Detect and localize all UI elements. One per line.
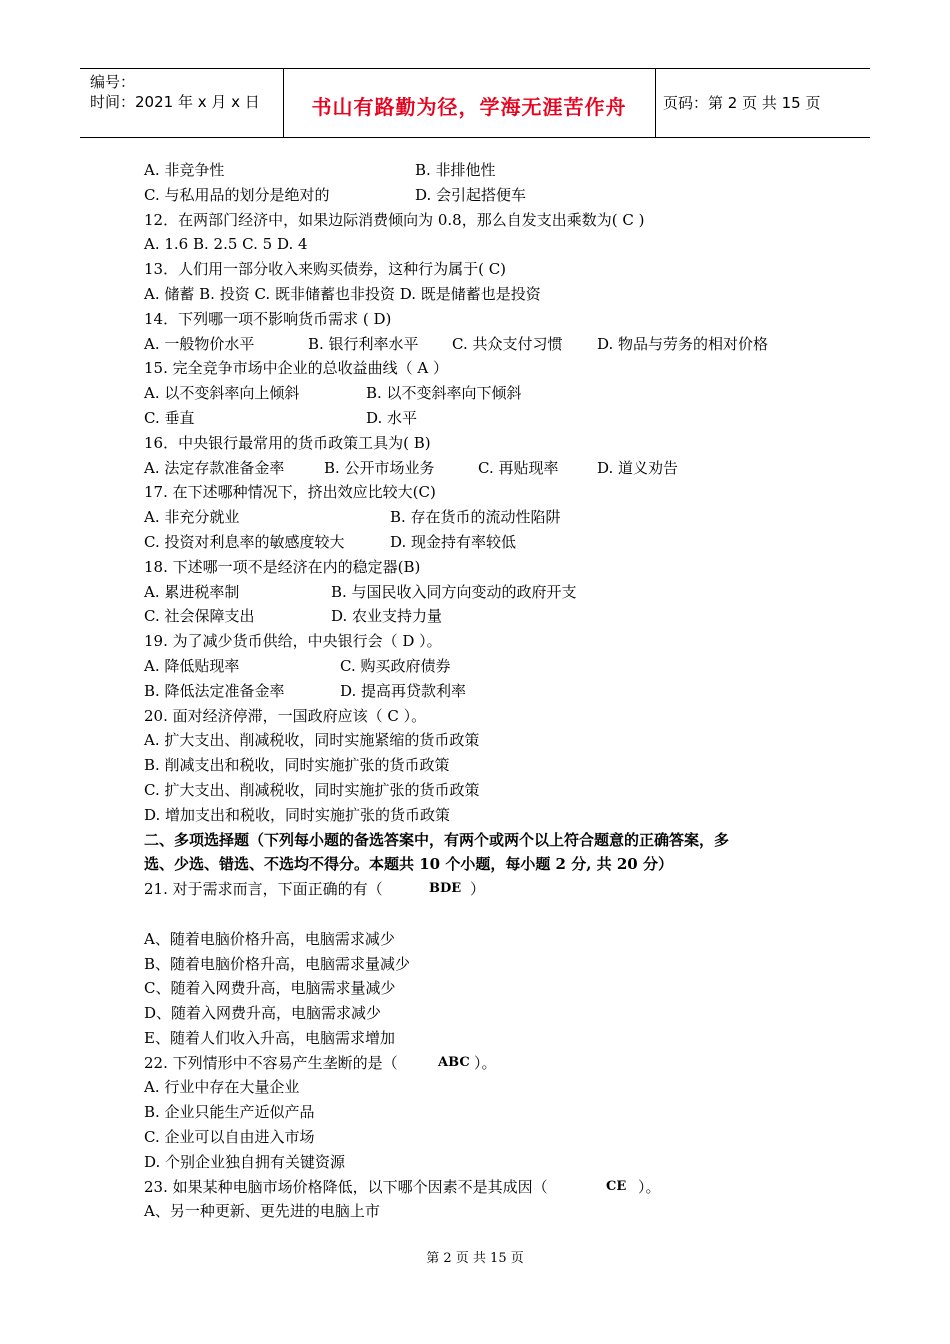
answer-text: BDE xyxy=(429,881,462,897)
option-b: B. 降低法定准备金率 xyxy=(144,681,285,700)
text-line xyxy=(144,505,834,530)
question-21 xyxy=(144,877,834,902)
option-c: C. 垂直 xyxy=(144,408,195,427)
option-c: C. 共众支付习惯 xyxy=(452,334,563,353)
option-d: D. 增加支出和税收，同时实施扩张的货币政策 xyxy=(144,805,451,824)
options-14 xyxy=(144,332,834,357)
header-number: 编号： xyxy=(90,73,136,91)
question-14: 14．下列哪一项不影响货币需求 ( D) xyxy=(144,309,392,328)
option-c: C. 再贴现率 xyxy=(478,458,559,477)
option-a: A. 非竞争性 xyxy=(144,161,225,179)
option-a: A. 扩大支出、削减税收，同时实施紧缩的货币政策 xyxy=(144,731,480,750)
option-e: E、随着人们收入升高，电脑需求增加 xyxy=(144,1028,395,1047)
option-d: D. 水平 xyxy=(366,408,418,427)
question-12: 12．在两部门经济中，如果边际消费倾向为 0.8，那么自发支出乘数为( C ) xyxy=(144,210,645,229)
option-a: A、随着电脑价格升高，电脑需求减少 xyxy=(144,929,395,948)
question-23 xyxy=(144,1175,834,1200)
header-time: 时间：2021 年 x 月 x 日 xyxy=(90,93,260,111)
option-b: B. 以不变斜率向下倾斜 xyxy=(366,384,522,403)
option-d: D. 道义劝告 xyxy=(597,458,679,477)
text-line xyxy=(144,530,834,555)
question-13: 13．人们用一部分收入来购买债券，这种行为属于( C) xyxy=(144,260,507,279)
text-line xyxy=(144,604,834,629)
question-text-end: ）。 xyxy=(474,1053,497,1072)
answer-text: ABC xyxy=(438,1054,470,1070)
option-a: A. 一般物价水平 xyxy=(144,334,255,353)
question-text-end: ）。 xyxy=(638,1177,661,1196)
option-a: A. 降低贴现率 xyxy=(144,656,240,675)
question-22 xyxy=(144,1051,834,1076)
text-line xyxy=(144,654,834,679)
question-text: 22. 下列情形中不容易产生垄断的是（ xyxy=(144,1053,398,1072)
option-b: B. 银行利率水平 xyxy=(308,334,419,353)
option-b: B. 削减支出和税收，同时实施扩张的货币政策 xyxy=(144,756,450,775)
question-17: 17. 在下述哪种情况下，挤出效应比较大(C) xyxy=(144,483,436,502)
option-a: A、另一种更新、更先进的电脑上市 xyxy=(144,1202,380,1221)
option-b: B. 与国民收入同方向变动的政府开支 xyxy=(331,582,577,601)
question-16: 16．中央银行最常用的货币政策工具为( B) xyxy=(144,433,431,452)
question-text: 23. 如果某种电脑市场价格降低，以下哪个因素不是其成因（ xyxy=(144,1177,548,1196)
header-meta xyxy=(90,72,260,112)
option-b: B. 非排他性 xyxy=(415,161,496,179)
text-line xyxy=(144,406,834,431)
blank-line xyxy=(144,902,834,927)
option-a: A. 行业中存在大量企业 xyxy=(144,1078,300,1097)
answer-text: CE xyxy=(606,1178,627,1194)
option-d: D. 个别企业独自拥有关键资源 xyxy=(144,1152,346,1171)
option-b: B. 存在货币的流动性陷阱 xyxy=(390,508,561,527)
text-line xyxy=(144,679,834,704)
page-footer: 第 2 页 共 15 页 xyxy=(426,1251,524,1266)
option-a: A. 非充分就业 xyxy=(144,508,240,527)
option-c: C. 社会保障支出 xyxy=(144,607,255,626)
header-page-info: 页码：第 2 页 共 15 页 xyxy=(663,94,821,112)
option-d: D. 现金持有率较低 xyxy=(390,532,517,551)
option-d: D. 农业支持力量 xyxy=(331,607,443,626)
option-d: D. 物品与劳务的相对价格 xyxy=(597,334,769,353)
option-b: B. 公开市场业务 xyxy=(324,458,435,477)
section-heading: 二、多项选择题（下列每小题的备选答案中，有两个或两个以上符合题意的正确答案，多 xyxy=(144,830,730,849)
option-d: D. 会引起搭便车 xyxy=(415,185,527,204)
question-text-end: ） xyxy=(470,880,486,899)
page-header xyxy=(80,68,870,138)
option-c: C. 扩大支出、削减税收，同时实施扩张的货币政策 xyxy=(144,780,480,799)
option-d: D、随着入网费升高，电脑需求减少 xyxy=(144,1004,382,1023)
question-18: 18. 下述哪一项不是经济在内的稳定器(B) xyxy=(144,557,421,576)
option-c: C. 企业可以自由进入市场 xyxy=(144,1128,315,1147)
question-15: 15. 完全竞争市场中企业的总收益曲线（ A ） xyxy=(144,359,448,378)
question-text: 21. 对于需求而言，下面正确的有（ xyxy=(144,880,383,899)
option-c: C. 投资对利息率的敏感度较大 xyxy=(144,532,345,551)
text-line xyxy=(144,183,834,208)
text-line xyxy=(144,381,834,406)
options-16 xyxy=(144,456,834,481)
option-b: B、随着电脑价格升高，电脑需求量减少 xyxy=(144,954,411,973)
option-a: A. 以不变斜率向上倾斜 xyxy=(144,384,300,403)
section-heading-cont: 选、少选、错选、不选均不得分。本题共 10 个小题，每小题 2 分, 共 20 分） xyxy=(144,855,673,874)
option-d: D. 提高再贷款利率 xyxy=(340,681,467,700)
header-motto: 书山有路勤为径，学海无涯苦作舟 xyxy=(311,95,627,119)
text-line xyxy=(144,158,834,183)
option-c: C、随着入网费升高，电脑需求量减少 xyxy=(144,979,396,998)
option-c: C. 与私用品的划分是绝对的 xyxy=(144,185,330,204)
question-20: 20. 面对经济停滞，一国政府应该（ C ）。 xyxy=(144,706,427,725)
text-line xyxy=(144,580,834,605)
option-a: A. 累进税率制 xyxy=(144,582,240,601)
header-divider xyxy=(655,69,656,137)
option-a: A. 法定存款准备金率 xyxy=(144,458,285,477)
options-13: A. 储蓄 B. 投资 C. 既非储蓄也非投资 D. 既是储蓄也是投资 xyxy=(144,284,541,303)
options-12: A. 1.6 B. 2.5 C. 5 D. 4 xyxy=(144,235,308,254)
question-19: 19. 为了减少货币供给，中央银行会（ D ）。 xyxy=(144,632,442,651)
option-c: C. 购买政府债券 xyxy=(340,656,451,675)
option-b: B. 企业只能生产近似产品 xyxy=(144,1103,315,1122)
document-body xyxy=(144,158,834,1224)
